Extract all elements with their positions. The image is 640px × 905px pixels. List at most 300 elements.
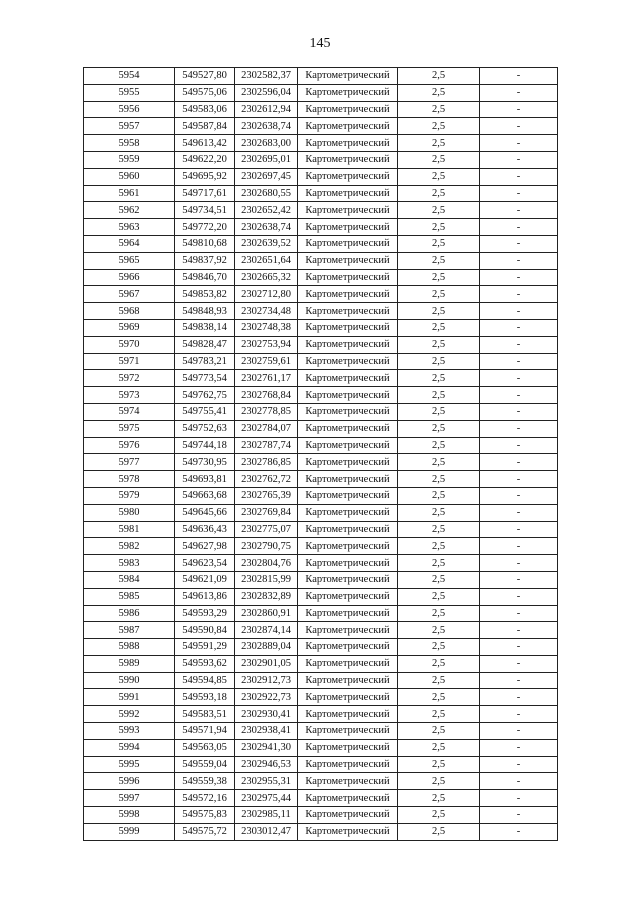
note-cell: - [480, 622, 558, 639]
method-cell: Картометрический [298, 252, 398, 269]
point-number-cell: 5977 [84, 454, 175, 471]
point-number-cell: 5955 [84, 84, 175, 101]
point-number-cell: 5991 [84, 689, 175, 706]
y-coordinate-cell: 2302638,74 [235, 118, 298, 135]
y-coordinate-cell: 2302889,04 [235, 639, 298, 656]
accuracy-cell: 2,5 [398, 353, 480, 370]
x-coordinate-cell: 549730,95 [175, 454, 235, 471]
y-coordinate-cell: 2302946,53 [235, 756, 298, 773]
y-coordinate-cell: 2302651,64 [235, 252, 298, 269]
note-cell: - [480, 336, 558, 353]
point-number-cell: 5970 [84, 336, 175, 353]
table-row [84, 504, 558, 521]
point-number-cell: 5985 [84, 588, 175, 605]
y-coordinate-cell: 2302638,74 [235, 219, 298, 236]
accuracy-cell: 2,5 [398, 756, 480, 773]
x-coordinate-cell: 549853,82 [175, 286, 235, 303]
point-number-cell: 5976 [84, 437, 175, 454]
table-row [84, 168, 558, 185]
table-row [84, 185, 558, 202]
point-number-cell: 5963 [84, 219, 175, 236]
note-cell: - [480, 723, 558, 740]
method-cell: Картометрический [298, 521, 398, 538]
accuracy-cell: 2,5 [398, 504, 480, 521]
method-cell: Картометрический [298, 202, 398, 219]
note-cell: - [480, 555, 558, 572]
accuracy-cell: 2,5 [398, 84, 480, 101]
method-cell: Картометрический [298, 622, 398, 639]
accuracy-cell: 2,5 [398, 286, 480, 303]
table-row [84, 437, 558, 454]
table-row [84, 151, 558, 168]
note-cell: - [480, 689, 558, 706]
method-cell: Картометрический [298, 135, 398, 152]
note-cell: - [480, 471, 558, 488]
method-cell: Картометрический [298, 471, 398, 488]
method-cell: Картометрический [298, 571, 398, 588]
accuracy-cell: 2,5 [398, 219, 480, 236]
accuracy-cell: 2,5 [398, 571, 480, 588]
x-coordinate-cell: 549636,43 [175, 521, 235, 538]
method-cell: Картометрический [298, 219, 398, 236]
table-row [84, 605, 558, 622]
accuracy-cell: 2,5 [398, 269, 480, 286]
y-coordinate-cell: 2302941,30 [235, 739, 298, 756]
method-cell: Картометрический [298, 756, 398, 773]
table-row [84, 135, 558, 152]
note-cell: - [480, 521, 558, 538]
note-cell: - [480, 437, 558, 454]
accuracy-cell: 2,5 [398, 235, 480, 252]
method-cell: Картометрический [298, 773, 398, 790]
table-row [84, 588, 558, 605]
accuracy-cell: 2,5 [398, 68, 480, 85]
method-cell: Картометрический [298, 235, 398, 252]
x-coordinate-cell: 549572,16 [175, 790, 235, 807]
y-coordinate-cell: 2302912,73 [235, 672, 298, 689]
y-coordinate-cell: 2302748,38 [235, 319, 298, 336]
note-cell: - [480, 84, 558, 101]
note-cell: - [480, 68, 558, 85]
note-cell: - [480, 538, 558, 555]
y-coordinate-cell: 2302769,84 [235, 504, 298, 521]
point-number-cell: 5975 [84, 420, 175, 437]
x-coordinate-cell: 549591,29 [175, 639, 235, 656]
point-number-cell: 5969 [84, 319, 175, 336]
method-cell: Картометрический [298, 168, 398, 185]
note-cell: - [480, 571, 558, 588]
table-row [84, 521, 558, 538]
point-number-cell: 5978 [84, 471, 175, 488]
table-row [84, 706, 558, 723]
method-cell: Картометрический [298, 437, 398, 454]
note-cell: - [480, 504, 558, 521]
point-number-cell: 5956 [84, 101, 175, 118]
note-cell: - [480, 807, 558, 824]
note-cell: - [480, 706, 558, 723]
y-coordinate-cell: 2302790,75 [235, 538, 298, 555]
method-cell: Картометрический [298, 353, 398, 370]
y-coordinate-cell: 2302762,72 [235, 471, 298, 488]
note-cell: - [480, 202, 558, 219]
y-coordinate-cell: 2302665,32 [235, 269, 298, 286]
accuracy-cell: 2,5 [398, 135, 480, 152]
x-coordinate-cell: 549593,29 [175, 605, 235, 622]
accuracy-cell: 2,5 [398, 252, 480, 269]
point-number-cell: 5960 [84, 168, 175, 185]
x-coordinate-cell: 549593,18 [175, 689, 235, 706]
y-coordinate-cell: 2302938,41 [235, 723, 298, 740]
note-cell: - [480, 672, 558, 689]
note-cell: - [480, 235, 558, 252]
table-row [84, 639, 558, 656]
table-row [84, 84, 558, 101]
point-number-cell: 5987 [84, 622, 175, 639]
point-number-cell: 5998 [84, 807, 175, 824]
note-cell: - [480, 252, 558, 269]
note-cell: - [480, 403, 558, 420]
point-number-cell: 5957 [84, 118, 175, 135]
accuracy-cell: 2,5 [398, 487, 480, 504]
point-number-cell: 5964 [84, 235, 175, 252]
point-number-cell: 5994 [84, 739, 175, 756]
point-number-cell: 5973 [84, 387, 175, 404]
note-cell: - [480, 420, 558, 437]
point-number-cell: 5995 [84, 756, 175, 773]
table-row [84, 823, 558, 840]
x-coordinate-cell: 549734,51 [175, 202, 235, 219]
x-coordinate-cell: 549663,68 [175, 487, 235, 504]
point-number-cell: 5968 [84, 303, 175, 320]
x-coordinate-cell: 549848,93 [175, 303, 235, 320]
method-cell: Картометрический [298, 723, 398, 740]
note-cell: - [480, 387, 558, 404]
method-cell: Картометрический [298, 185, 398, 202]
y-coordinate-cell: 2302930,41 [235, 706, 298, 723]
accuracy-cell: 2,5 [398, 605, 480, 622]
method-cell: Картометрический [298, 118, 398, 135]
accuracy-cell: 2,5 [398, 555, 480, 572]
accuracy-cell: 2,5 [398, 403, 480, 420]
x-coordinate-cell: 549627,98 [175, 538, 235, 555]
x-coordinate-cell: 549559,38 [175, 773, 235, 790]
table-row [84, 101, 558, 118]
accuracy-cell: 2,5 [398, 672, 480, 689]
x-coordinate-cell: 549583,51 [175, 706, 235, 723]
accuracy-cell: 2,5 [398, 689, 480, 706]
table-row [84, 756, 558, 773]
method-cell: Картометрический [298, 588, 398, 605]
table-row [84, 286, 558, 303]
method-cell: Картометрический [298, 269, 398, 286]
y-coordinate-cell: 2302697,45 [235, 168, 298, 185]
point-number-cell: 5983 [84, 555, 175, 572]
table-row [84, 269, 558, 286]
note-cell: - [480, 655, 558, 672]
y-coordinate-cell: 2302639,52 [235, 235, 298, 252]
method-cell: Картометрический [298, 387, 398, 404]
x-coordinate-cell: 549744,18 [175, 437, 235, 454]
table-row [84, 487, 558, 504]
note-cell: - [480, 101, 558, 118]
accuracy-cell: 2,5 [398, 185, 480, 202]
note-cell: - [480, 773, 558, 790]
accuracy-cell: 2,5 [398, 118, 480, 135]
y-coordinate-cell: 2302787,74 [235, 437, 298, 454]
note-cell: - [480, 269, 558, 286]
y-coordinate-cell: 2302596,04 [235, 84, 298, 101]
accuracy-cell: 2,5 [398, 336, 480, 353]
x-coordinate-cell: 549645,66 [175, 504, 235, 521]
note-cell: - [480, 135, 558, 152]
point-number-cell: 5961 [84, 185, 175, 202]
method-cell: Картометрический [298, 689, 398, 706]
y-coordinate-cell: 2302786,85 [235, 454, 298, 471]
table-row [84, 555, 558, 572]
x-coordinate-cell: 549810,68 [175, 235, 235, 252]
x-coordinate-cell: 549621,09 [175, 571, 235, 588]
accuracy-cell: 2,5 [398, 706, 480, 723]
table-row [84, 454, 558, 471]
note-cell: - [480, 319, 558, 336]
accuracy-cell: 2,5 [398, 101, 480, 118]
x-coordinate-cell: 549563,05 [175, 739, 235, 756]
x-coordinate-cell: 549773,54 [175, 370, 235, 387]
x-coordinate-cell: 549575,83 [175, 807, 235, 824]
table-row [84, 387, 558, 404]
table-row [84, 303, 558, 320]
y-coordinate-cell: 2302784,07 [235, 420, 298, 437]
accuracy-cell: 2,5 [398, 151, 480, 168]
table-row [84, 68, 558, 85]
note-cell: - [480, 588, 558, 605]
table-row [84, 655, 558, 672]
x-coordinate-cell: 549772,20 [175, 219, 235, 236]
table-row [84, 235, 558, 252]
x-coordinate-cell: 549622,20 [175, 151, 235, 168]
x-coordinate-cell: 549693,81 [175, 471, 235, 488]
method-cell: Картометрический [298, 454, 398, 471]
table-row [84, 319, 558, 336]
table-row [84, 336, 558, 353]
note-cell: - [480, 454, 558, 471]
x-coordinate-cell: 549828,47 [175, 336, 235, 353]
table-row [84, 219, 558, 236]
x-coordinate-cell: 549613,86 [175, 588, 235, 605]
point-number-cell: 5979 [84, 487, 175, 504]
point-number-cell: 5966 [84, 269, 175, 286]
x-coordinate-cell: 549593,62 [175, 655, 235, 672]
note-cell: - [480, 219, 558, 236]
y-coordinate-cell: 2302759,61 [235, 353, 298, 370]
point-number-cell: 5986 [84, 605, 175, 622]
note-cell: - [480, 756, 558, 773]
method-cell: Картометрический [298, 101, 398, 118]
accuracy-cell: 2,5 [398, 521, 480, 538]
accuracy-cell: 2,5 [398, 807, 480, 824]
x-coordinate-cell: 549752,63 [175, 420, 235, 437]
note-cell: - [480, 118, 558, 135]
table-row [84, 790, 558, 807]
note-cell: - [480, 286, 558, 303]
method-cell: Картометрический [298, 336, 398, 353]
method-cell: Картометрический [298, 370, 398, 387]
note-cell: - [480, 487, 558, 504]
method-cell: Картометрический [298, 823, 398, 840]
accuracy-cell: 2,5 [398, 420, 480, 437]
method-cell: Картометрический [298, 151, 398, 168]
method-cell: Картометрический [298, 655, 398, 672]
accuracy-cell: 2,5 [398, 538, 480, 555]
method-cell: Картометрический [298, 538, 398, 555]
y-coordinate-cell: 2302975,44 [235, 790, 298, 807]
point-number-cell: 5972 [84, 370, 175, 387]
table-row [84, 370, 558, 387]
x-coordinate-cell: 549587,84 [175, 118, 235, 135]
note-cell: - [480, 823, 558, 840]
y-coordinate-cell: 2302922,73 [235, 689, 298, 706]
method-cell: Картометрический [298, 286, 398, 303]
y-coordinate-cell: 2302582,37 [235, 68, 298, 85]
note-cell: - [480, 185, 558, 202]
accuracy-cell: 2,5 [398, 454, 480, 471]
method-cell: Картометрический [298, 790, 398, 807]
x-coordinate-cell: 549846,70 [175, 269, 235, 286]
y-coordinate-cell: 2302832,89 [235, 588, 298, 605]
table-row [84, 807, 558, 824]
accuracy-cell: 2,5 [398, 437, 480, 454]
accuracy-cell: 2,5 [398, 622, 480, 639]
accuracy-cell: 2,5 [398, 739, 480, 756]
point-number-cell: 5996 [84, 773, 175, 790]
y-coordinate-cell: 2302768,84 [235, 387, 298, 404]
table-row [84, 202, 558, 219]
method-cell: Картометрический [298, 319, 398, 336]
table-row [84, 471, 558, 488]
x-coordinate-cell: 549575,72 [175, 823, 235, 840]
x-coordinate-cell: 549590,84 [175, 622, 235, 639]
table-row [84, 353, 558, 370]
accuracy-cell: 2,5 [398, 387, 480, 404]
x-coordinate-cell: 549717,61 [175, 185, 235, 202]
point-number-cell: 5967 [84, 286, 175, 303]
x-coordinate-cell: 549762,75 [175, 387, 235, 404]
y-coordinate-cell: 2302612,94 [235, 101, 298, 118]
note-cell: - [480, 303, 558, 320]
note-cell: - [480, 790, 558, 807]
point-number-cell: 5962 [84, 202, 175, 219]
x-coordinate-cell: 549755,41 [175, 403, 235, 420]
y-coordinate-cell: 2303012,47 [235, 823, 298, 840]
y-coordinate-cell: 2302680,55 [235, 185, 298, 202]
x-coordinate-cell: 549571,94 [175, 723, 235, 740]
x-coordinate-cell: 549559,04 [175, 756, 235, 773]
y-coordinate-cell: 2302765,39 [235, 487, 298, 504]
table-row [84, 622, 558, 639]
method-cell: Картометрический [298, 84, 398, 101]
y-coordinate-cell: 2302753,94 [235, 336, 298, 353]
method-cell: Картометрический [298, 807, 398, 824]
point-number-cell: 5980 [84, 504, 175, 521]
y-coordinate-cell: 2302804,76 [235, 555, 298, 572]
accuracy-cell: 2,5 [398, 773, 480, 790]
point-number-cell: 5974 [84, 403, 175, 420]
x-coordinate-cell: 549613,42 [175, 135, 235, 152]
point-number-cell: 5999 [84, 823, 175, 840]
method-cell: Картометрический [298, 706, 398, 723]
point-number-cell: 5988 [84, 639, 175, 656]
table-row [84, 420, 558, 437]
x-coordinate-cell: 549838,14 [175, 319, 235, 336]
method-cell: Картометрический [298, 672, 398, 689]
point-number-cell: 5954 [84, 68, 175, 85]
x-coordinate-cell: 549575,06 [175, 84, 235, 101]
note-cell: - [480, 151, 558, 168]
note-cell: - [480, 370, 558, 387]
accuracy-cell: 2,5 [398, 319, 480, 336]
x-coordinate-cell: 549695,92 [175, 168, 235, 185]
x-coordinate-cell: 549783,21 [175, 353, 235, 370]
method-cell: Картометрический [298, 639, 398, 656]
y-coordinate-cell: 2302815,99 [235, 571, 298, 588]
accuracy-cell: 2,5 [398, 723, 480, 740]
table-row [84, 739, 558, 756]
table-row [84, 689, 558, 706]
method-cell: Картометрический [298, 605, 398, 622]
y-coordinate-cell: 2302775,07 [235, 521, 298, 538]
y-coordinate-cell: 2302860,91 [235, 605, 298, 622]
accuracy-cell: 2,5 [398, 471, 480, 488]
table-row [84, 403, 558, 420]
point-number-cell: 5997 [84, 790, 175, 807]
x-coordinate-cell: 549594,85 [175, 672, 235, 689]
note-cell: - [480, 639, 558, 656]
accuracy-cell: 2,5 [398, 303, 480, 320]
point-number-cell: 5981 [84, 521, 175, 538]
accuracy-cell: 2,5 [398, 168, 480, 185]
method-cell: Картометрический [298, 487, 398, 504]
table-row [84, 571, 558, 588]
accuracy-cell: 2,5 [398, 639, 480, 656]
accuracy-cell: 2,5 [398, 790, 480, 807]
table-row [84, 252, 558, 269]
y-coordinate-cell: 2302652,42 [235, 202, 298, 219]
accuracy-cell: 2,5 [398, 655, 480, 672]
x-coordinate-cell: 549837,92 [175, 252, 235, 269]
x-coordinate-cell: 549527,80 [175, 68, 235, 85]
table-row [84, 672, 558, 689]
table-row [84, 773, 558, 790]
point-number-cell: 5965 [84, 252, 175, 269]
point-number-cell: 5990 [84, 672, 175, 689]
accuracy-cell: 2,5 [398, 588, 480, 605]
coordinates-table-body [84, 68, 558, 841]
y-coordinate-cell: 2302761,17 [235, 370, 298, 387]
method-cell: Картометрический [298, 420, 398, 437]
y-coordinate-cell: 2302985,11 [235, 807, 298, 824]
y-coordinate-cell: 2302778,85 [235, 403, 298, 420]
note-cell: - [480, 605, 558, 622]
method-cell: Картометрический [298, 504, 398, 521]
method-cell: Картометрический [298, 739, 398, 756]
note-cell: - [480, 353, 558, 370]
note-cell: - [480, 168, 558, 185]
x-coordinate-cell: 549583,06 [175, 101, 235, 118]
point-number-cell: 5992 [84, 706, 175, 723]
point-number-cell: 5984 [84, 571, 175, 588]
method-cell: Картометрический [298, 403, 398, 420]
y-coordinate-cell: 2302683,00 [235, 135, 298, 152]
